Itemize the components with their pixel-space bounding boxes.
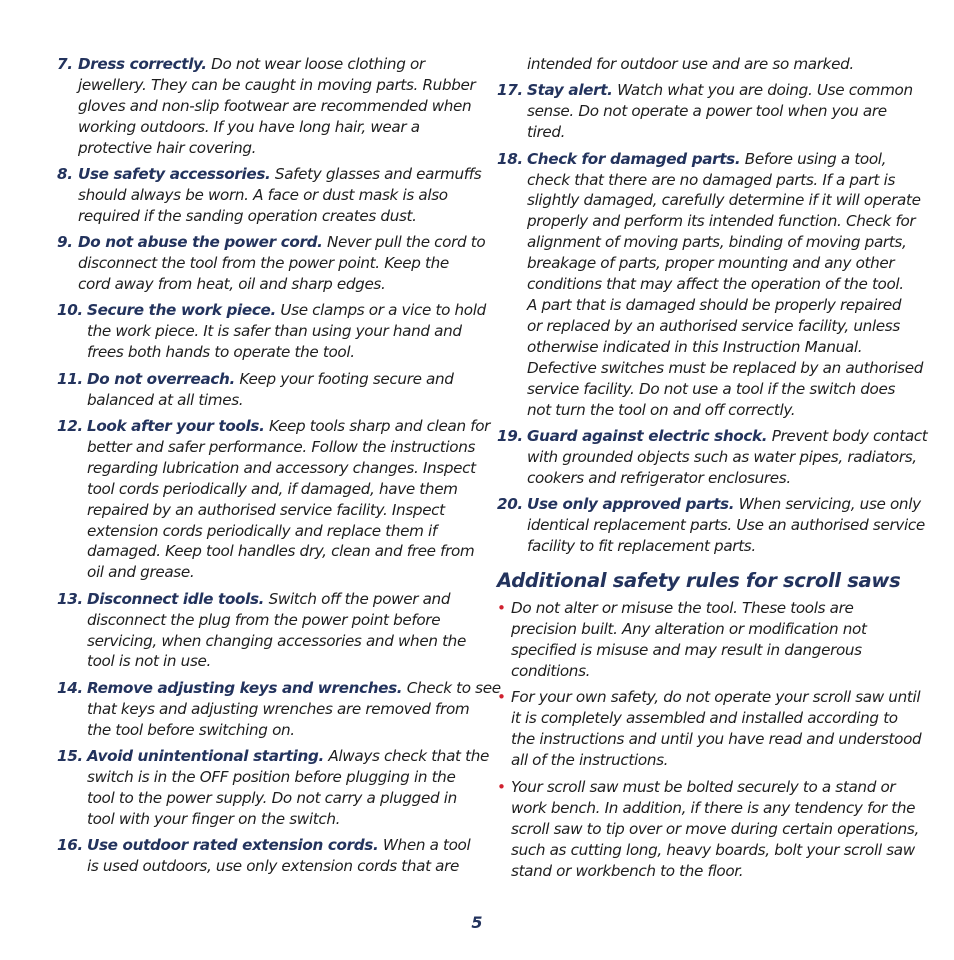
rule-line: required if the sanding operation creates dust. <box>78 206 417 225</box>
rule-line: with grounded objects such as water pipes, radiators, <box>527 447 917 466</box>
rule-line: frees both hands to operate the tool. <box>87 343 355 362</box>
rule-heading: Look after your tools. <box>87 417 265 435</box>
rule-heading: Stay alert. <box>527 81 613 100</box>
rule-text: Keep tools sharp and clean for <box>268 417 491 435</box>
rule-text: Always check that the <box>328 747 489 766</box>
rule-number: 20. <box>497 495 523 514</box>
section-title: Additional safety rules for scroll saws <box>497 568 901 592</box>
rule-number: 7. <box>57 55 73 73</box>
rule-line: check that there are no damaged parts. If a part is <box>527 170 896 189</box>
bullet-list <box>497 598 922 882</box>
bullet-line: stand or workbench to the floor. <box>511 861 744 880</box>
rule-text: Before using a tool, <box>744 149 887 168</box>
rule-line: disconnect the tool from the power point. Keep the <box>78 254 449 273</box>
rule-line: cord away from heat, oil and sharp edges. <box>78 275 386 294</box>
rule-line <box>527 494 921 515</box>
rule-item <box>57 164 482 227</box>
rule-line: the tool before switching on. <box>87 720 295 739</box>
rule-number: 18. <box>497 149 523 168</box>
rule-heading: Avoid unintentional starting. <box>87 747 324 766</box>
bullet-dot-icon: • <box>497 598 506 617</box>
rule-item <box>57 416 491 583</box>
rule-line: disconnect the plug from the power point before <box>87 610 441 629</box>
rule-item <box>497 426 928 489</box>
rule-line: A part that is damaged should be properly repaired <box>527 295 902 314</box>
rule-text: Use clamps or a vice to hold <box>280 301 486 320</box>
rule-line: sense. Do not operate a power tool when you are <box>527 102 887 121</box>
rule-number: 14. <box>57 678 83 697</box>
left-column <box>57 54 501 883</box>
rule-line <box>527 426 928 447</box>
rule-line: alignment of moving parts, binding of moving parts, <box>527 233 907 252</box>
bullet-line: all of the instructions. <box>511 751 669 770</box>
rule-text: Switch off the power and <box>268 589 451 608</box>
rule-line: balanced at all times. <box>87 390 244 409</box>
rule-line: extension cords periodically and replace them if <box>87 521 437 540</box>
rule-line: service facility. Do not use a tool if the switch does <box>527 379 896 398</box>
rule-heading: Use safety accessories. <box>78 165 271 184</box>
rule-line <box>87 835 471 856</box>
rule-heading: Do not abuse the power cord. <box>78 233 323 252</box>
rule-line: Defective switches must be replaced by an authorised <box>527 358 924 377</box>
bullet-line: conditions. <box>511 661 591 680</box>
bullet-line: For your own safety, do not operate your scroll saw until <box>511 688 921 707</box>
bullet-line: work bench. In addition, if there is any tendency for the <box>511 799 916 817</box>
rule-line: breakage of parts, proper mounting and any other <box>527 254 895 273</box>
rule-line: regarding lubrication and accessory changes. Inspect <box>87 458 476 477</box>
rule-item <box>57 54 476 159</box>
rule-item <box>57 369 467 411</box>
rule-line: protective hair covering. <box>78 138 257 157</box>
rule-line <box>78 164 482 185</box>
rule-item <box>57 300 486 363</box>
page-number: 5 <box>471 913 483 932</box>
rule-line: properly and perform its intended function. Check for <box>527 212 916 231</box>
rule-line: tool with your finger on the switch. <box>87 809 341 828</box>
rule-heading: Secure the work piece. <box>87 301 276 320</box>
rule-text: When a tool <box>382 836 471 855</box>
rule-number: 17. <box>497 81 523 100</box>
rule-line: that keys and adjusting wrenches are removed from <box>87 699 470 718</box>
bullet-line: it is completely assembled and installed according to <box>511 709 898 728</box>
rule-text: Safety glasses and earmuffs <box>274 165 482 184</box>
rule-line <box>87 746 489 767</box>
right-items <box>497 80 928 556</box>
bullet-line: scroll saw to tip over or move during certain operations, <box>511 819 919 838</box>
rule-text: Check to see <box>406 678 501 697</box>
right-column <box>497 54 928 888</box>
bullet-item <box>497 687 922 771</box>
rule-number: 13. <box>57 589 83 608</box>
rule-line: gloves and non-slip footwear are recommended when <box>78 96 472 115</box>
rule-number: 16. <box>57 836 83 855</box>
rule-line: the work piece. It is safer than using your hand and <box>87 322 462 341</box>
rule-line <box>78 232 486 253</box>
rule-line: not turn the tool on and off correctly. <box>527 400 796 419</box>
rule-number: 15. <box>57 747 83 766</box>
rule-line: tired. <box>527 123 566 142</box>
rule-line: better and safer performance. Follow the instructions <box>87 437 476 456</box>
bullet-line: such as cutting long, heavy boards, bolt your scroll saw <box>511 840 915 859</box>
rule-item <box>57 678 501 741</box>
rule-line: damaged. Keep tool handles dry, clean and free from <box>87 542 475 561</box>
rule-line <box>527 149 909 170</box>
rule-item <box>497 494 925 557</box>
rule-line: working outdoors. If you have long hair, wear a <box>78 117 420 136</box>
bullet-dot-icon: • <box>497 688 506 707</box>
rule-item <box>57 232 486 295</box>
bullet-line: the instructions and until you have read and understood <box>511 730 922 749</box>
rule-number: 9. <box>57 233 73 252</box>
bullet-item <box>497 598 909 682</box>
rule-text: Prevent body contact <box>771 426 928 445</box>
rule-heading: Guard against electric shock. <box>527 426 768 445</box>
rule-line: slightly damaged, carefully determine if it will operate <box>527 191 921 210</box>
rule-heading: Remove adjusting keys and wrenches. <box>87 678 403 697</box>
rule-item <box>497 80 913 143</box>
rule-heading: Do not overreach. <box>87 369 235 388</box>
rule-number: 10. <box>57 301 83 320</box>
rule-text: Watch what you are doing. Use common <box>617 81 913 100</box>
bullet-line: Do not alter or misuse the tool. These tools are <box>511 598 854 617</box>
rule-heading: Use outdoor rated extension cords. <box>87 836 379 855</box>
rule-line <box>78 54 467 75</box>
rule-line <box>87 300 486 321</box>
rule-text: When servicing, use only <box>738 495 921 514</box>
rule-line: cookers and refrigerator enclosures. <box>527 468 791 487</box>
rule-line: conditions that may affect the operation of the tool. <box>527 275 904 294</box>
rule-line <box>87 589 467 610</box>
rule-item <box>497 149 924 421</box>
bullet-line: precision built. Any alteration or modification not <box>511 619 867 638</box>
rule-line: servicing, when changing accessories and when the <box>87 631 466 650</box>
rule-line: jewellery. They can be caught in moving parts. Rubber <box>78 75 476 94</box>
rule-number: 19. <box>497 426 523 445</box>
rule-heading: Check for damaged parts. <box>527 149 741 168</box>
bullet-dot-icon: • <box>497 778 506 797</box>
bullet-line: Your scroll saw must be bolted securely to a stand or <box>511 778 896 797</box>
rule-item <box>57 589 467 673</box>
rule-number: 12. <box>57 417 83 435</box>
rule-number: 11. <box>57 369 83 388</box>
rule-line: otherwise indicated in this Instruction Manual. <box>527 337 863 356</box>
rule-text: Keep your footing secure and <box>239 369 454 388</box>
rule-line: facility to fit replacement parts. <box>527 536 756 555</box>
rule-number: 8. <box>57 165 73 184</box>
rule-item <box>57 746 489 830</box>
rule-text: Do not wear loose clothing or <box>211 55 425 73</box>
rule-line: is used outdoors, use only extension cords that are <box>87 857 459 876</box>
rule-line <box>527 80 913 101</box>
rule-text: Never pull the cord to <box>327 233 486 252</box>
rule-line: tool cords periodically and, if damaged, have them <box>87 479 458 498</box>
rule-line: tool to the power supply. Do not carry a plugged in <box>87 788 457 807</box>
bullet-item <box>497 777 919 882</box>
rule-heading: Use only approved parts. <box>527 495 735 514</box>
rule-line <box>87 416 491 437</box>
rule-line: oil and grease. <box>87 563 195 582</box>
rule-line: identical replacement parts. Use an authorised service <box>527 516 925 535</box>
rule-line: switch is in the OFF position before plugging in the <box>87 768 456 786</box>
bullet-line: specified is misuse and may result in dangerous <box>511 640 862 659</box>
rule-heading: Disconnect idle tools. <box>87 589 265 608</box>
rule-line: or replaced by an authorised service facility, unless <box>527 316 900 335</box>
rule-line: tool is not in use. <box>87 652 211 671</box>
rule-line <box>87 678 501 699</box>
rule-line <box>87 369 467 390</box>
rule-item <box>57 835 471 877</box>
rule-line: repaired by an authorised service facility. Inspect <box>87 500 445 519</box>
continuation-text: intended for outdoor use and are so marked. <box>527 55 854 73</box>
rule-heading: Dress correctly. <box>78 55 207 73</box>
rule-line: should always be worn. A face or dust mask is also <box>78 185 448 204</box>
